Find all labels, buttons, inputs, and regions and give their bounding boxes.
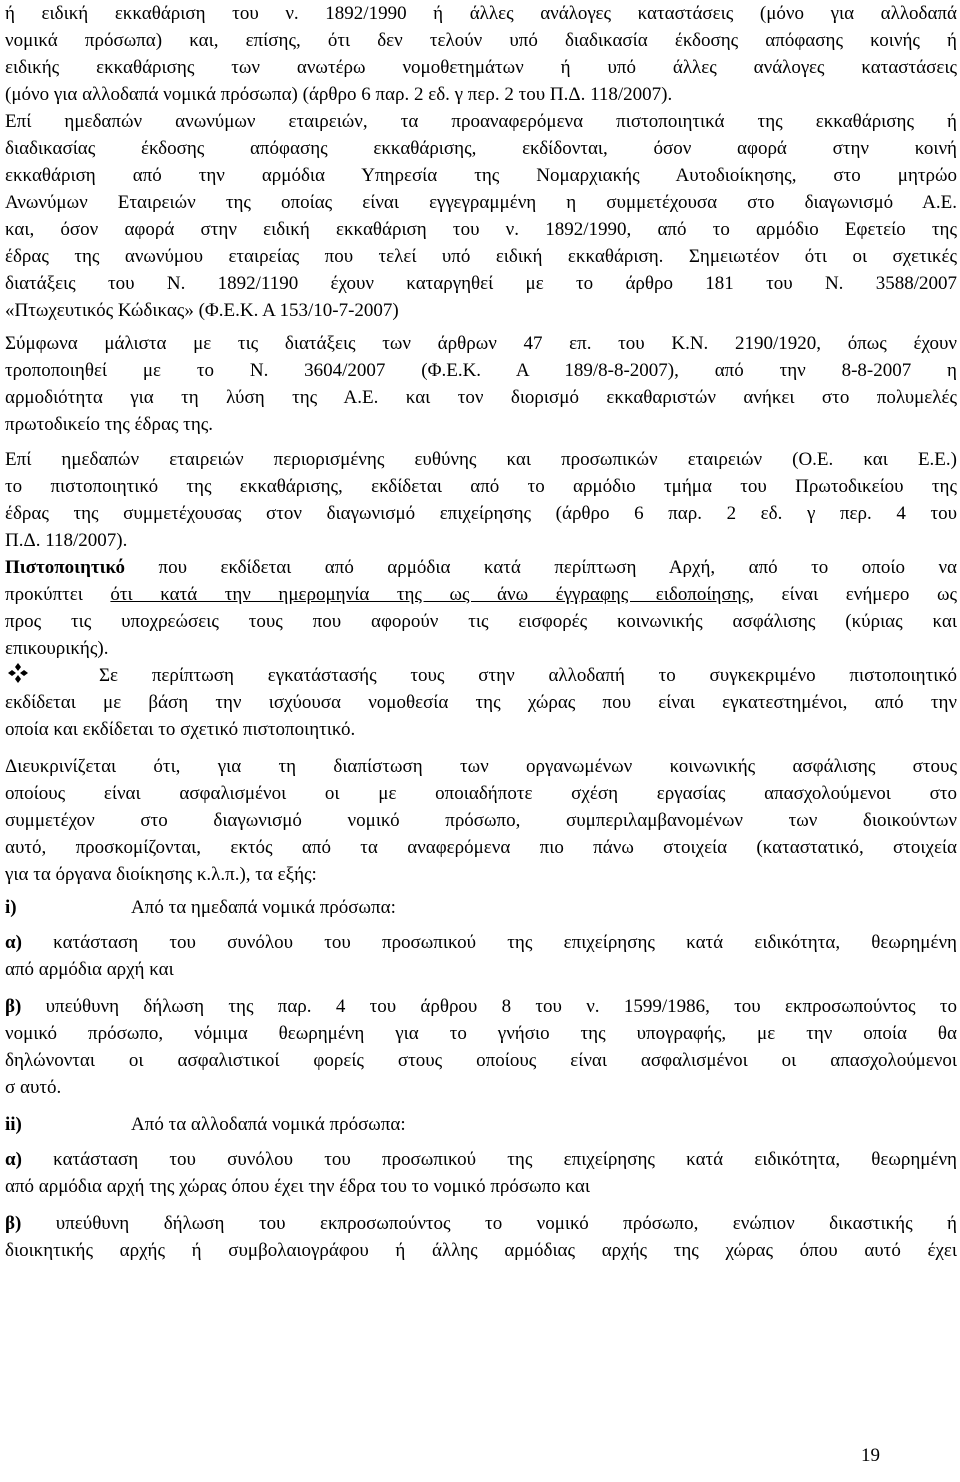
text-line: και, όσον αφορά στην ειδική εκκαθάριση του ν. 1892/1990, από το αρμόδιο Εφετείο της <box>5 219 957 240</box>
text-line: από αρμόδια αρχή και <box>5 959 174 980</box>
text-line <box>5 554 957 581</box>
text-line: Διευκρινίζεται ότι, για τη διαπίστωση των οργανωμένων κοινωνικής ασφάλισης στους <box>5 756 957 777</box>
text-line: δηλώνονται οι ασφαλιστικοί φορείς στους οποίους είναι ασφαλισμένοι οι απασχολούμενοι <box>5 1050 957 1071</box>
text-line: ειδικής εκκαθάρισης των ανωτέρω νομοθετημάτων ή υπό άλλες ανάλογες καταστάσεις <box>5 57 957 78</box>
text-line: διαδικασίας έκδοσης απόφασης εκκαθάρισης, εκδίδονται, όσον αφορά στην κοινή <box>5 138 957 159</box>
list-letter: β) <box>5 996 22 1017</box>
text-line: νομικό πρόσωπο, νόμιμα θεωρημένη για το γνήσιο της υπογραφής, με την οποία θα <box>5 1023 957 1044</box>
text-span: κατάσταση του συνόλου του προσωπικού της επιχείρησης κατά ειδικότητα, θεωρημένη <box>21 932 957 953</box>
text-span: Από τα ημεδαπά νομικά πρόσωπα: <box>131 897 396 918</box>
text-line: νομικά πρόσωπα) και, επίσης, ότι δεν τελούν υπό διαδικασία έκδοσης απόφασης κοινής ή <box>5 30 957 51</box>
list-heading <box>5 894 957 921</box>
text-line <box>5 581 957 608</box>
text-line: «Πτωχευτικός Κώδικας» (Φ.Ε.Κ. Α 153/10-7-2007) <box>5 300 399 321</box>
text-span: προκύπτει <box>5 584 111 605</box>
text-span: κατάσταση του συνόλου του προσωπικού της επιχείρησης κατά ειδικότητα, θεωρημένη <box>21 1149 957 1170</box>
text-line: οποία και εκδίδεται το σχετικό πιστοποιητικό. <box>5 719 356 740</box>
text-span: Σε περίπτωση εγκατάστασής τους στην αλλοδαπή το συγκεκριμένο πιστοποιητικό <box>99 665 957 686</box>
list-letter: α) <box>5 932 22 953</box>
list-item <box>5 929 957 956</box>
text-line: αυτό, προσκομίζονται, εκτός από τα αναφερόμενα πιο πάνω στοιχεία (καταστατικό, στοιχεία <box>5 837 957 858</box>
page-number: 19 <box>861 1445 880 1466</box>
list-item <box>5 1146 957 1173</box>
text-line: έδρας της ανωνύμου εταιρείας που τελεί υπό ειδική εκκαθάριση. Σημειωτέον ότι οι σχετικές <box>5 246 957 267</box>
list-item <box>5 993 957 1020</box>
text-line: Επί ημεδαπών εταιρειών περιορισμένης ευθύνης και προσωπικών εταιρειών (Ο.Ε. και Ε.Ε.) <box>5 449 957 470</box>
document-page <box>5 0 957 1264</box>
text-line: Επί ημεδαπών ανωνύμων εταιρειών, τα προαναφερόμενα πιστοποιητικά της εκκαθάρισης ή <box>5 111 957 132</box>
text-line: ή ειδική εκκαθάριση του ν. 1892/1990 ή άλλες ανάλογες καταστάσεις (μόνο για αλλοδαπά <box>5 3 957 24</box>
text-line: διοικητικής αρχής ή συμβολαιογράφου ή άλλης αρμόδιας αρχής της χώρας όπου αυτό έχει <box>5 1240 957 1261</box>
text-span: υπεύθυνη δήλωση του εκπροσωπούντος το νομικό πρόσωπο, ενώπιον δικαστικής ή <box>21 1213 957 1234</box>
list-item <box>5 1210 957 1237</box>
text-line: έδρας της συμμετέχουσας στον διαγωνισμό επιχείρησης (άρθρο 6 παρ. 2 εδ. γ περ. 4 του <box>5 503 957 524</box>
text-line: (μόνο για αλλοδαπά νομικά πρόσωπα) (άρθρο 6 παρ. 2 εδ. γ περ. 2 του Π.Δ. 118/2007). <box>5 84 673 105</box>
text-line: εκδίδεται με βάση την ισχύουσα νομοθεσία της χώρας που είναι εγκατεστημένοι, από την <box>5 692 957 713</box>
text-span: που εκδίδεται από αρμόδια κατά περίπτωση Αρχή, από το οποίο να <box>125 557 957 578</box>
four-diamond-bullet-icon <box>7 662 29 684</box>
text-line: Σύμφωνα μάλιστα με τις διατάξεις των άρθρων 47 επ. του Κ.Ν. 2190/1920, όπως έχουν <box>5 333 957 354</box>
text-line: σ αυτό. <box>5 1077 62 1098</box>
text-line: διατάξεις του Ν. 1892/1190 έχουν καταργηθεί με το άρθρο 181 του Ν. 3588/2007 <box>5 273 957 294</box>
list-letter: α) <box>5 1149 22 1170</box>
text-line: προς τις υποχρεώσεις τους που αφορούν τις εισφορές κοινωνικής ασφάλισης (κύριας και <box>5 611 957 632</box>
text-line: επικουρικής). <box>5 638 109 659</box>
text-line: για τα όργανα διοίκησης κ.λ.π.), τα εξής: <box>5 864 317 885</box>
text-line: Π.Δ. 118/2007). <box>5 530 128 551</box>
text-line: αρμοδιότητα για τη λύση της Α.Ε. και τον διορισμό εκκαθαριστών ανήκει στο πολυμελές <box>5 387 957 408</box>
text-line: το πιστοποιητικό της εκκαθάρισης, εκδίδεται από το αρμόδιο τμήμα του Πρωτοδικείου της <box>5 476 957 497</box>
list-heading <box>5 1111 957 1138</box>
text-line: τροποποιηθεί με το Ν. 3604/2007 (Φ.Ε.Κ. Α 189/8-8-2007), από την 8-8-2007 η <box>5 360 957 381</box>
text-line: Ανωνύμων Εταιρειών της οποίας είναι εγγεγραμμένη η συμμετέχουσα στο διαγωνισμό Α.Ε. <box>5 192 957 213</box>
bold-term: Πιστοποιητικό <box>5 557 126 578</box>
text-line: από αρμόδια αρχή της χώρας όπου έχει την έδρα του το νομικό πρόσωπο και <box>5 1176 590 1197</box>
text-line: πρωτοδικείο της έδρας της. <box>5 414 214 435</box>
list-number: i) <box>5 897 17 918</box>
text-line: συμμετέχον στο διαγωνισμό νομικό πρόσωπο, συμπεριλαμβανομένων των διοικούντων <box>5 810 957 831</box>
text-span: υπεύθυνη δήλωση της παρ. 4 του άρθρου 8 του ν. 1599/1986, του εκπροσωπούντος το <box>21 996 957 1017</box>
text-span: , είναι ενήμερο ως <box>749 584 957 605</box>
list-letter: β) <box>5 1213 22 1234</box>
text-line: οποίους είναι ασφαλισμένοι οι με οποιαδήποτε σχέση εργασίας απασχολούμενοι στο <box>5 783 957 804</box>
text-span: Από τα αλλοδαπά νομικά πρόσωπα: <box>131 1114 406 1135</box>
list-number: ii) <box>5 1114 22 1135</box>
text-line: εκκαθάριση από την αρμόδια Υπηρεσία της Νομαρχιακής Αυτοδιοίκησης, στο μητρώο <box>5 165 957 186</box>
bullet-line <box>5 662 957 689</box>
underlined-phrase: ότι κατά την ημερομηνία της ως άνω έγγραφης ειδοποίησης <box>110 584 750 605</box>
